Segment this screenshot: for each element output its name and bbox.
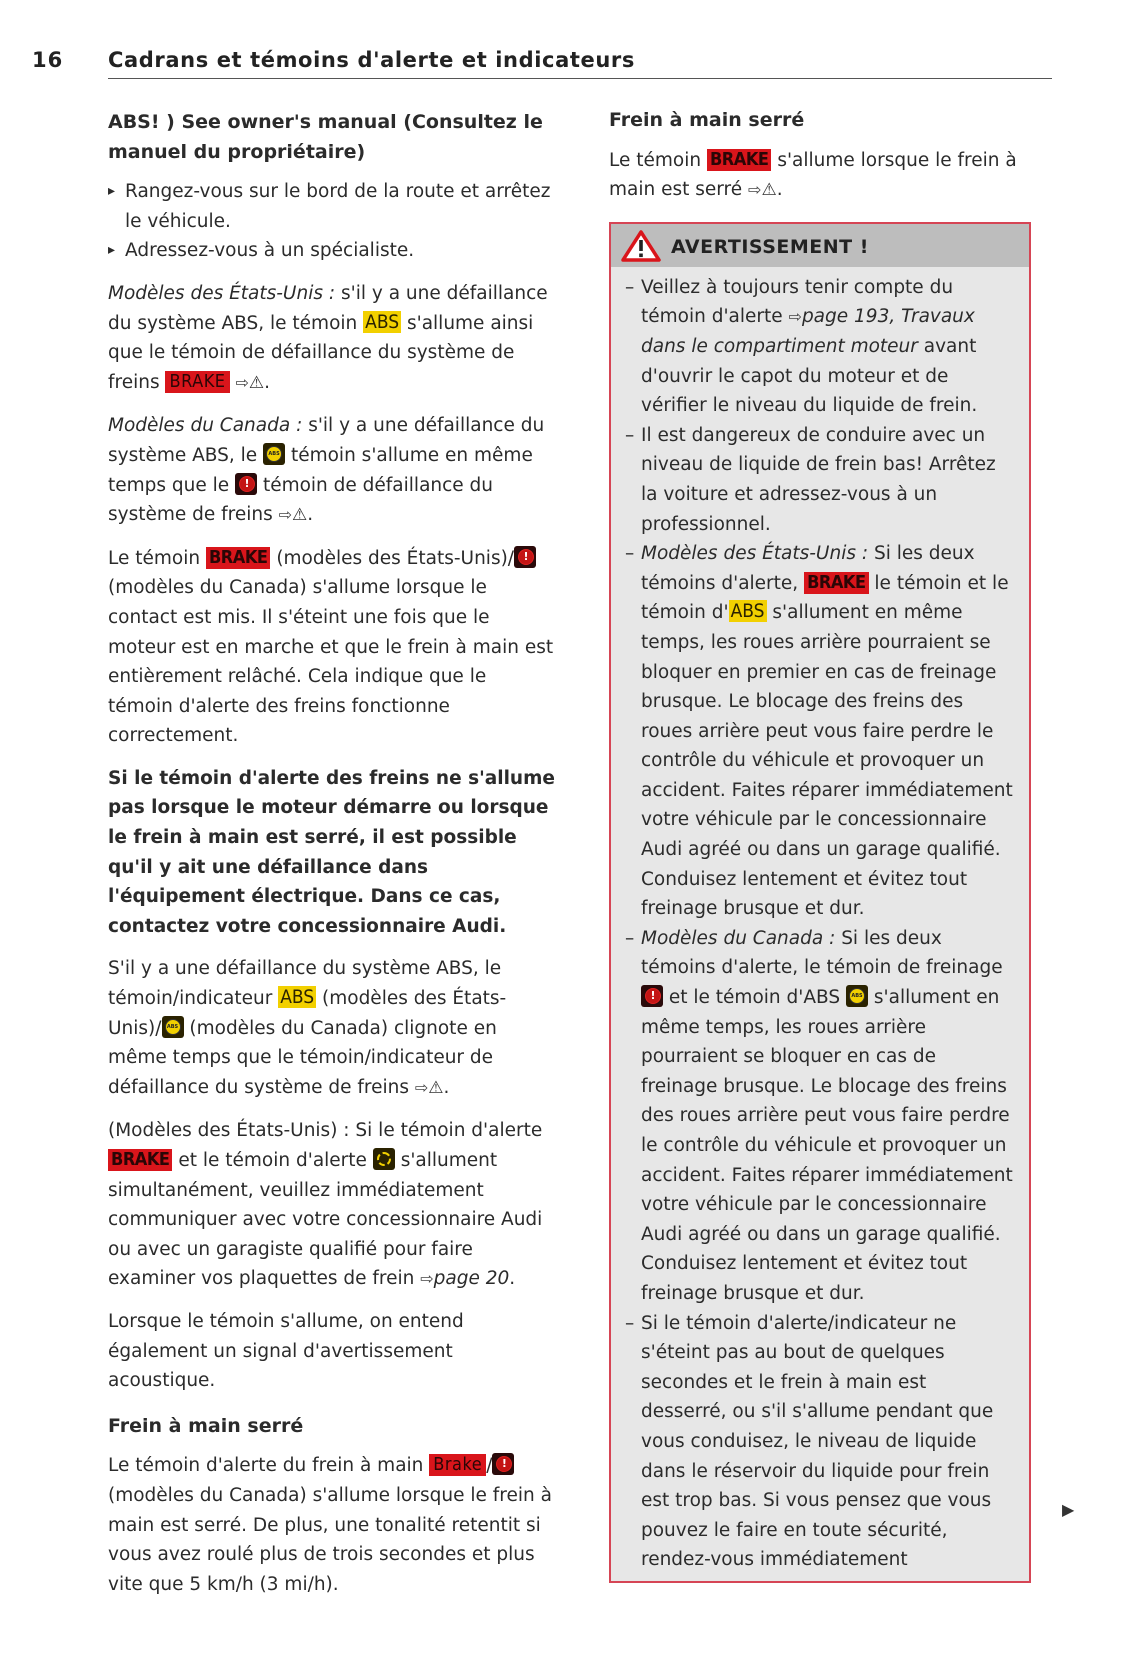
- warning-triangle-icon[interactable]: ⚠: [428, 1077, 444, 1098]
- warning-triangle-icon: [621, 230, 661, 262]
- brake-lamp-icon: BRAKE: [206, 547, 270, 569]
- brake-lamp-icon: BRAKE: [707, 149, 771, 171]
- abs-lamp-icon: ABS: [280, 986, 315, 1009]
- warning-item: – Veillez à toujours tenir compte du témoin d'alerte ⇨page 193, Travaux dans le compartiment moteur avant d'ouvrir le capot du moteur et de vérifier le niveau du liquide de frein.: [621, 273, 1015, 421]
- page-header: [0, 0, 1142, 82]
- left-column: [108, 108, 556, 1612]
- section-title: Cadrans et témoins d'alerte et indicateurs: [108, 48, 635, 72]
- warning-item: – Il est dangereux de conduire avec un niveau de liquide de frein bas! Arrêtez la voiture et adressez-vous à un professionnel.: [621, 421, 1015, 539]
- abs-lamp-icon: ABS: [730, 600, 765, 623]
- warning-triangle-icon[interactable]: ⚠: [761, 180, 777, 201]
- canada-models-lead: Modèles du Canada :: [108, 415, 303, 437]
- us-models-paragraph: Modèles des États-Unis : s'il y a une défaillance du système ABS, le témoin ABS s'allume ainsi que le témoin de défaillance du système de freins BRAKE ⇨⚠.: [108, 282, 548, 393]
- warning-box: [609, 222, 1031, 1583]
- brake-lamp-icon: BRAKE: [804, 572, 868, 594]
- brake-circle-icon: [235, 473, 257, 495]
- abs-heading: ABS! ) See owner's manual (Consultez le manuel du propriétaire): [108, 111, 543, 163]
- ref-arrow-icon: ⇨: [748, 180, 762, 200]
- header-rule: [108, 78, 1052, 79]
- handbrake-heading: Frein à main serré: [108, 1414, 304, 1437]
- us-both-lamps-paragraph: (Modèles des États-Unis) : Si le témoin d'alerte BRAKE et le témoin d'alerte s'allument simultanément, veuillez immédiatement communiquer avec votre concessionnaire Audi ou avec un garagiste qualifié pour faire examiner vos plaquettes de frein ⇨page 20.: [108, 1120, 543, 1290]
- warning-title: AVERTISSEMENT !: [671, 235, 869, 258]
- continue-arrow-icon: ▶: [1062, 1500, 1075, 1519]
- warning-triangle-icon[interactable]: ⚠: [248, 372, 265, 393]
- us-models-lead: Modèles des États-Unis :: [108, 282, 336, 304]
- ref-arrow-icon: ⇨: [420, 1269, 434, 1289]
- brake-lamp-icon: BRAKE: [108, 1149, 172, 1171]
- warning-item: – Modèles du Canada : Si les deux témoins d'alerte, le témoin de freinage ! et le témoin d'ABS ABS s'allument en même temps, les roues arrière pourraient se bloquer en cas de freinage brusque. Le blocage des freins des roues arrière peut vous faire perdre le contrôle du véhicule et provoquer un accident. Faites réparer immédiatement votre véhicule par le concessionnaire Audi agréé ou dans un garage qualifié. Conduisez lentement et évitez tout freinage brusque et dur.: [621, 924, 1015, 1309]
- step-item: ▸ Adressez-vous à un spécialiste.: [108, 236, 556, 266]
- brake-circle-icon: [492, 1453, 514, 1475]
- step-item: ▸ Rangez-vous sur le bord de la route et arrêtez le véhicule.: [108, 177, 556, 236]
- brake-lamp-icon: Brake: [429, 1454, 486, 1476]
- abs-circle-icon: [846, 985, 868, 1007]
- right-column: [609, 106, 1053, 1583]
- ref-arrow-icon: ⇨: [278, 505, 293, 525]
- abs-flash-paragraph: S'il y a une défaillance du système ABS, le témoin/indicateur ABS (modèles des États-Unis)/ABS (modèles du Canada) clignote en même temps que le témoin/indicateur de défaillance du système de freins ⇨⚠.: [108, 954, 556, 1103]
- ref-arrow-icon: ⇨: [235, 372, 249, 392]
- page-number: 16: [32, 48, 64, 72]
- warning-list: [611, 267, 1029, 1581]
- acoustic-signal-paragraph: Lorsque le témoin s'allume, on entend également un signal d'avertissement acoustique.: [108, 1310, 464, 1392]
- abs-circle-icon: [263, 443, 285, 465]
- handbrake-paragraph: Le témoin d'alerte du frein à main Brake /! (modèles du Canada) s'allume lorsque le frein à main est serré. De plus, une tonalité retentit si vous avez roulé plus de trois secondes et plus vite que 5 km/h (3 mi/h).: [108, 1451, 556, 1599]
- page-ref-link[interactable]: page 193, Travaux dans le compartiment moteur: [641, 306, 975, 357]
- handbrake-heading-right: Frein à main serré: [609, 109, 805, 131]
- brake-lamp-paragraph: Le témoin BRAKE (modèles des États-Unis)/! (modèles du Canada) s'allume lorsque le contact est mis. Il s'éteint une fois que le moteur est en marche et que le frein à main est entièrement relâché. Cela indique que le témoin d'alerte des freins fonctionne correctement.: [108, 544, 556, 751]
- action-steps: [108, 177, 556, 266]
- no-light-warning-paragraph: Si le témoin d'alerte des freins ne s'allume pas lorsque le moteur démarre ou lorsque le frein à main est serré, il est possible qu'il y ait une défaillance dans l'équipement électrique. Dans ce cas, contactez votre concessionnaire Audi.: [108, 767, 555, 937]
- ref-arrow-icon: ⇨: [788, 307, 802, 327]
- abs-lamp-icon: ABS: [365, 310, 400, 333]
- handbrake-paragraph-right: Le témoin BRAKE s'allume lorsque le frein à main est serré ⇨⚠.: [609, 148, 1017, 201]
- brake-lamp-icon: BRAKE: [165, 371, 229, 393]
- brake-circle-icon: [514, 546, 536, 568]
- warning-item: – Modèles des États-Unis : Si les deux témoins d'alerte, BRAKE le témoin et le témoin d' ABS s'allument en même temps, les roues arrière pourraient se bloquer en premier en cas de freinage brusque. Le blocage des freins des roues arrière peut vous faire perdre le contrôle du véhicule et provoquer un accident. Faites réparer immédiatement votre véhicule par le concessionnaire Audi agréé ou dans un garage qualifié. Conduisez lentement et évitez tout freinage brusque et dur.: [621, 539, 1015, 924]
- ref-arrow-icon: ⇨: [414, 1077, 429, 1097]
- warning-item: – Si le témoin d'alerte/indicateur ne s'éteint pas au bout de quelques secondes et le frein à main est desserré, ou s'il s'allume pendant que vous conduisez, le niveau de liquide dans le réservoir du liquide pour frein est trop bas. Si vous pensez que vous pouvez le faire en toute sécurité, rendez-vous immédiatement: [621, 1309, 1015, 1575]
- warning-triangle-icon[interactable]: ⚠: [292, 505, 308, 526]
- brake-circle-icon: [641, 985, 663, 1007]
- canada-models-paragraph: Modèles du Canada : s'il y a une défaillance du système ABS, le ABS témoin s'allume en même temps que le ! témoin de défaillance du système de freins ⇨⚠.: [108, 411, 556, 530]
- brake-pad-wear-icon: [373, 1148, 395, 1170]
- abs-circle-icon: [162, 1016, 184, 1038]
- page-ref-link[interactable]: page 20: [433, 1268, 510, 1290]
- warning-header: [611, 224, 1029, 267]
